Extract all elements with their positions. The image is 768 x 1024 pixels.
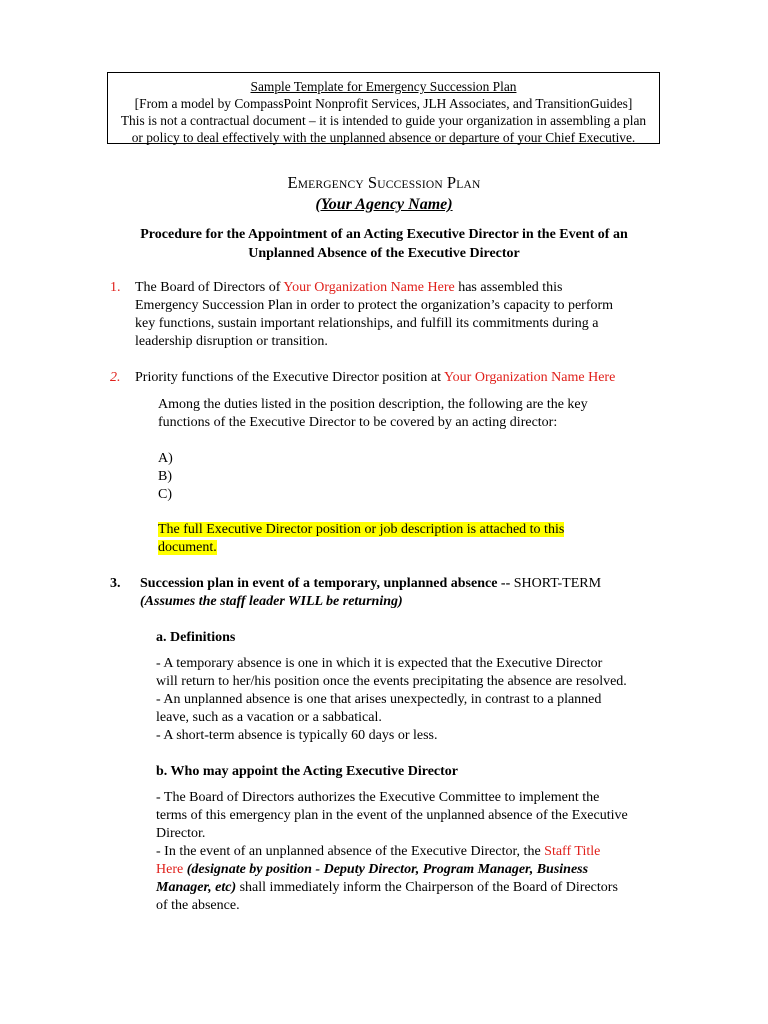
template-disclaimer-line-1: This is not a contractual document – it is intended to guide your organization in assembling a plan <box>120 113 647 128</box>
appoint-line-6: shall immediately inform the Chairperson of the Board of Directors <box>236 880 618 895</box>
org-name-placeholder-2: Your Organization Name Here <box>443 370 616 385</box>
definition-line-4: leave, such as a vacation or a sabbatical. <box>156 710 382 725</box>
list-item-a: A) <box>158 451 173 466</box>
key-functions-paragraph <box>158 396 668 432</box>
highlighted-note-line-1: The full Executive Director position or job description is attached to this <box>158 522 565 537</box>
title-initial-s: S <box>367 173 378 192</box>
definitions-heading: a. Definitions <box>156 630 236 645</box>
appoint-line-7: of the absence. <box>156 898 240 913</box>
who-may-appoint-body <box>156 789 668 915</box>
title-word-1: MERGENCY <box>297 179 364 191</box>
item-2-text: Priority functions of the Executive Director position at <box>135 370 444 385</box>
key-functions-line-1: Among the duties listed in the position description, the following are the key <box>158 397 588 412</box>
item-1-line-3: key functions, sustain important relationships, and fulfill its commitments during a <box>135 316 599 331</box>
definition-line-2: will return to her/his position once the events precipitating the absence are resolved. <box>156 674 627 689</box>
item-1-text: The Board of Directors of <box>135 280 284 295</box>
title-word-2: UCCESSION <box>377 179 443 191</box>
item-1-body <box>135 279 665 351</box>
item-3-heading <box>140 575 670 611</box>
list-item-b: B) <box>158 469 172 484</box>
appoint-line-1: - The Board of Directors authorizes the Executive Committee to implement the <box>156 790 600 805</box>
definitions-list <box>156 655 668 745</box>
short-term-label: SHORT-TERM <box>513 576 602 591</box>
appoint-line-3: Director. <box>156 826 206 841</box>
key-functions-line-2: functions of the Executive Director to be covered by an acting director: <box>158 415 558 430</box>
definition-line-1: - A temporary absence is one in which it is expected that the Executive Director <box>156 656 603 671</box>
item-1-number: 1. <box>110 280 121 295</box>
title-initial-p: P <box>446 173 457 192</box>
designate-by-position-note: (designate by position - Deputy Director, Program Manager, Business <box>183 862 589 877</box>
designate-by-position-note-end: Manager, etc) <box>156 880 237 895</box>
staff-title-placeholder: Staff Title <box>544 844 601 859</box>
item-2-number: 2. <box>110 370 121 385</box>
template-title: Sample Template for Emergency Succession Plan <box>250 79 517 94</box>
procedure-heading <box>110 225 658 263</box>
item-2-body <box>135 369 665 387</box>
list-item-c: C) <box>158 487 172 502</box>
agency-name-placeholder: (Your Agency Name) <box>315 196 453 213</box>
template-source-line: [From a model by CompassPoint Nonprofit Services, JLH Associates, and TransitionGuides] <box>134 96 633 111</box>
title-initial-e: E <box>287 173 298 192</box>
template-disclaimer-line-2: or policy to deal effectively with the unplanned absence or departure of your Chief Executive. <box>131 130 636 145</box>
procedure-heading-line-2: Unplanned Absence of the Executive Director <box>248 246 520 261</box>
item-1-text-end: has assembled this <box>454 280 563 295</box>
item-1-line-2: Emergency Succession Plan in order to protect the organization’s capacity to perform <box>135 298 614 313</box>
org-name-placeholder: Your Organization Name Here <box>283 280 455 295</box>
item-1-line-4: leadership disruption or transition. <box>135 334 328 349</box>
job-description-note <box>158 521 668 557</box>
who-may-appoint-heading: b. Who may appoint the Acting Executive Director <box>156 764 459 779</box>
staff-title-placeholder-end: Here <box>156 862 184 877</box>
appoint-line-2: terms of this emergency plan in the event of the unplanned absence of the Executive <box>156 808 628 823</box>
template-notice-box <box>107 72 660 144</box>
definition-line-3: - An unplanned absence is one that arises unexpectedly, in contrast to a planned <box>156 692 602 707</box>
document-title <box>0 174 768 194</box>
procedure-heading-line-1: Procedure for the Appointment of an Acting Executive Director in the Event of an <box>140 227 628 242</box>
key-functions-list <box>158 450 668 504</box>
title-word-3: LAN <box>456 179 481 191</box>
item-3-number: 3. <box>110 576 121 591</box>
item-3-heading-text: Succession plan in event of a temporary, unplanned absence -- <box>140 576 514 591</box>
item-3-subheading: (Assumes the staff leader WILL be returning) <box>140 594 403 609</box>
definition-line-5: - A short-term absence is typically 60 days or less. <box>156 728 438 743</box>
appoint-line-4: - In the event of an unplanned absence of the Executive Director, the <box>156 844 545 859</box>
highlighted-note-line-2: document. <box>158 540 217 555</box>
